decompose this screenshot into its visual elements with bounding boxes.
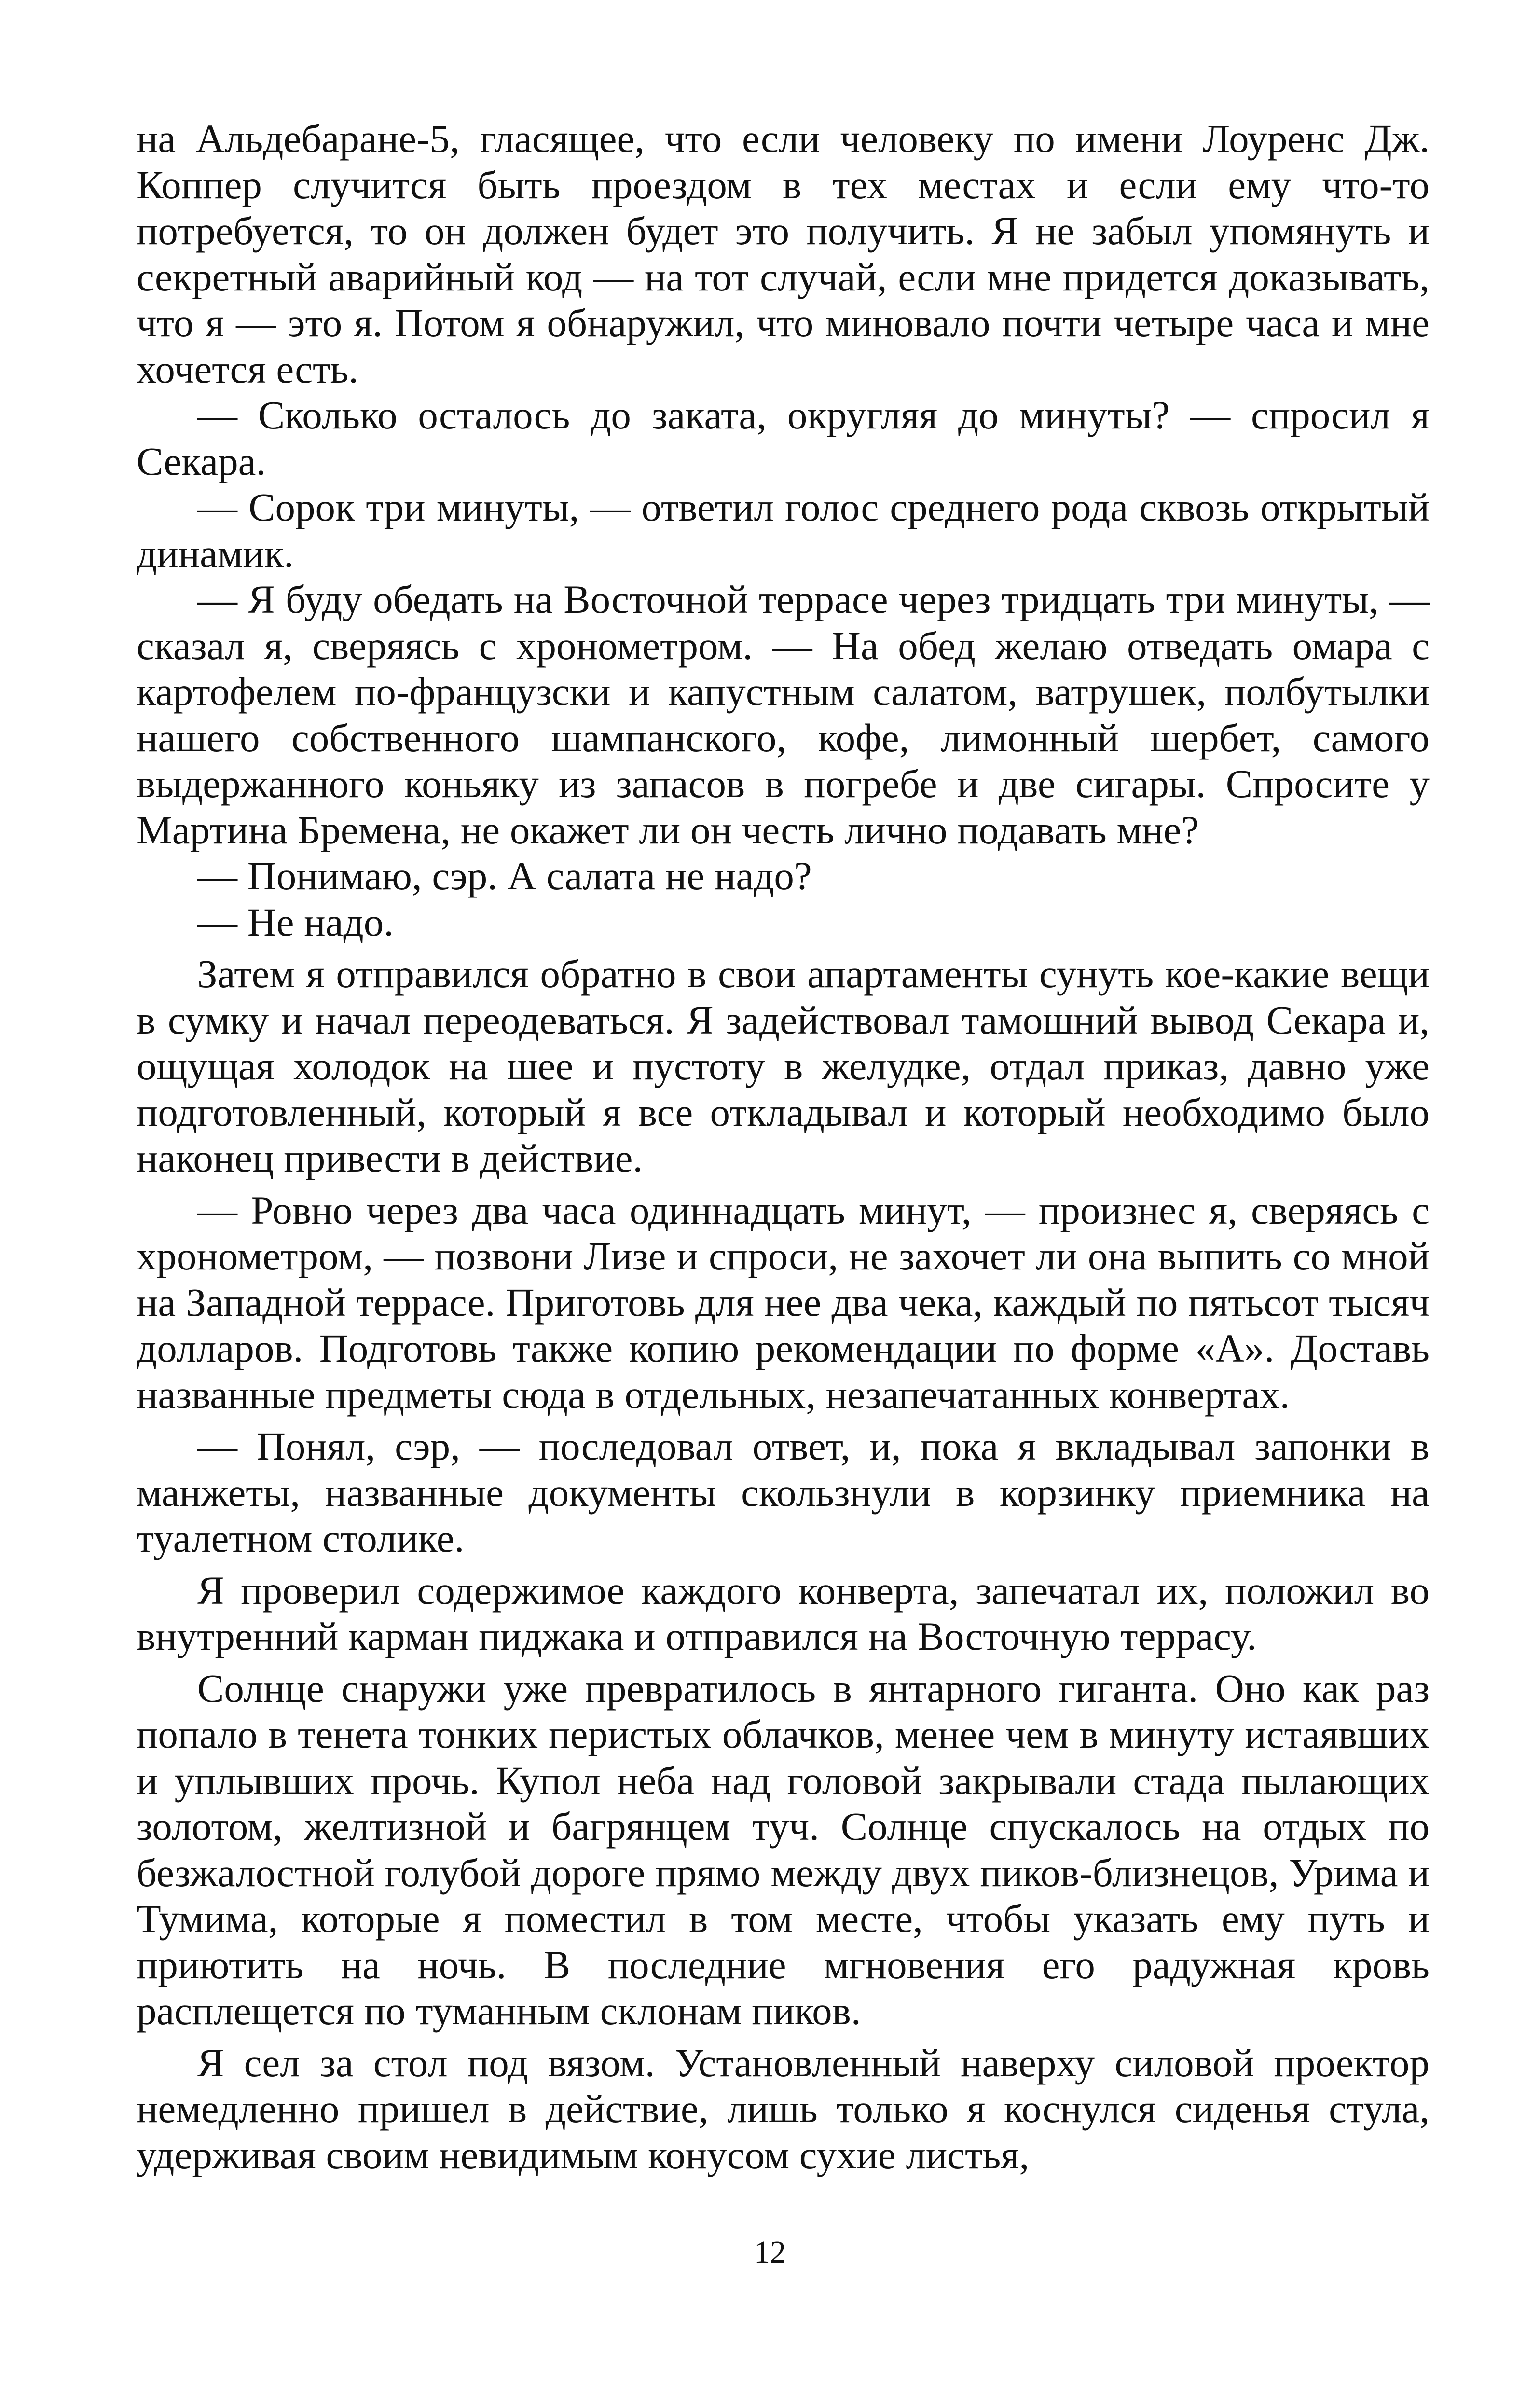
paragraph: Солнце снаружи уже превратилось в янтарного гиганта. Оно как раз попало в тенета тонких перистых облачков, менее чем в минуту истаявших и уплывших прочь. Купол неба над головой закрывали стада пылающих золотом, желтизной и багрянцем туч. Солнце спускалось на отдых по безжалостной голубой дороге прямо между двух пиков-близнецов, Урима и Тумима, которые я поместил в том месте, чтобы указать ему путь и приютить на ночь. В последние мгновения его радужная кровь расплещется по туманным склонам пиков. (137, 1666, 1430, 2033)
paragraph-dialogue: — Понял, сэр, — последовал ответ, и, пока я вкладывал запонки в манжеты, названные документы скользнули в корзинку приемника на туалетном столике. (137, 1424, 1430, 1560)
page-body-text (137, 116, 1430, 2178)
paragraph-dialogue: — Понимаю, сэр. А салата не надо? (197, 854, 812, 898)
paragraph-dialogue: — Сколько осталось до заката, округляя до минуты? — спросил я Секара. (137, 393, 1430, 483)
page-number: 12 (754, 2235, 786, 2270)
paragraph-dialogue: — Не надо. (197, 899, 394, 944)
paragraph-dialogue: — Сорок три минуты, — ответил голос среднего рода сквозь открытый динамик. (137, 485, 1430, 576)
paragraph: Я сел за стол под вязом. Установленный наверху силовой проектор немедленно пришел в действие, лишь только я коснулся сиденья стула, удерживая своим невидимым конусом сухие листья, (137, 2040, 1430, 2177)
paragraph: Затем я отправился обратно в свои апартаменты сунуть кое-какие вещи в сумку и начал переодеваться. Я задействовал тамошний вывод Секара и, ощущая холодок на шее и пустоту в желудке, отдал приказ, давно уже подготовленный, который я все откладывал и который необходимо было наконец привести в действие. (137, 952, 1430, 1180)
paragraph: Я проверил содержимое каждого конверта, запечатал их, положил во внутренний карман пиджака и отправился на Восточную террасу. (137, 1568, 1430, 1658)
paragraph-dialogue: — Я буду обедать на Восточной террасе через тридцать три минуты, — сказал я, сверяясь с хронометром. — На обед желаю отведать омара с картофелем по-французски и капустным салатом, ватрушек, полбутылки нашего собственного шампанского, кофе, лимонный шербет, самого выдержанного коньяку из запасов в погребе и две сигары. Спросите у Мартина Бремена, не окажет ли он честь лично подавать мне? (137, 577, 1430, 852)
paragraph-dialogue: — Ровно через два часа одиннадцать минут, — произнес я, сверяясь с хронометром, — позвони Лизе и спроси, не захочет ли она выпить со мной на Западной террасе. Приготовь для нее два чека, каждый по пятьсот тысяч долларов. Подготовь также копию рекомендации по форме «А». Доставь названные предметы сюда в отдельных, незапечатанных конвертах. (137, 1187, 1430, 1417)
paragraph-continuation: на Альдебаране-5, гласящее, что если человеку по имени Лоуренс Дж. Коппер случится быть проездом в тех местах и если ему что-то потребуется, то он должен будет это получить. Я не забыл упомянуть и секретный аварийный код — на тот случай, если мне придется доказывать, что я — это я. Потом я обнаружил, что миновало почти четыре часа и мне хочется есть. (137, 116, 1430, 391)
